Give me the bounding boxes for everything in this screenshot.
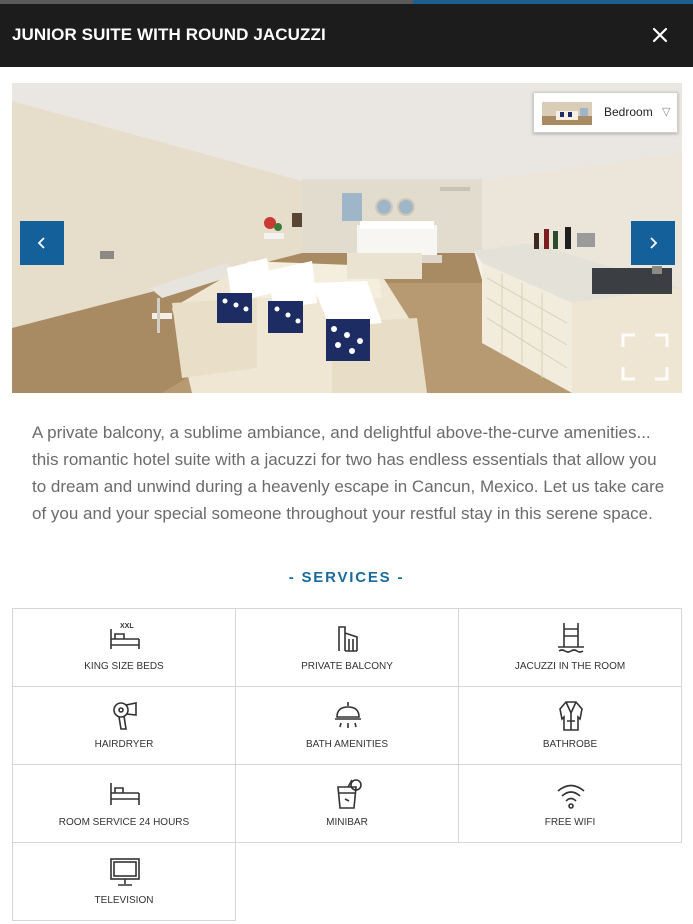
service-free-wifi: [458, 764, 682, 843]
shower-icon: [331, 699, 365, 733]
panorama-viewer[interactable]: [12, 83, 682, 393]
television-icon: [108, 855, 142, 889]
fullscreen-button[interactable]: [620, 332, 670, 382]
service-minibar: [235, 764, 459, 843]
close-icon[interactable]: [646, 21, 674, 49]
svg-text:XXL: XXL: [120, 623, 134, 630]
service-label: HAIRDRYER: [94, 739, 154, 750]
service-label: KING SIZE BEDS: [84, 661, 164, 672]
hairdryer-icon: [108, 699, 142, 733]
service-television: [12, 842, 236, 921]
chevron-down-icon: ▽: [662, 106, 671, 118]
wifi-icon: [554, 777, 588, 811]
service-label: JACUZZI IN THE ROOM: [514, 661, 626, 672]
jacuzzi-icon: [554, 621, 588, 655]
modal-title: JUNIOR SUITE WITH ROUND JACUZZI: [12, 25, 326, 44]
service-room-service: [12, 764, 236, 843]
prev-image-button[interactable]: [20, 221, 64, 265]
service-label: PRIVATE BALCONY: [301, 661, 393, 672]
room-selector-label: Bedroom: [604, 105, 653, 119]
service-label: BATHROBE: [542, 739, 598, 750]
modal-header: [0, 4, 693, 67]
service-label: BATH AMENITIES: [305, 739, 389, 750]
service-label: FREE WIFI: [544, 817, 596, 828]
king-bed-icon: [108, 621, 142, 655]
cocktail-icon: [331, 777, 365, 811]
fullscreen-icon: [620, 332, 670, 382]
chevron-left-icon: [34, 235, 50, 251]
service-jacuzzi: [458, 608, 682, 687]
room-selector[interactable]: [533, 92, 678, 133]
room-description: A private balcony, a sublime ambiance, and delightful above-the-curve amenities... this romantic hotel suite with a jacuzzi for two has endless essentials that allow you to dream and unwind during a heavenly escape in Cancun, Mexico. Let us take care of you and your special someone throughout your restful stay in this serene space.: [32, 423, 665, 523]
room-thumbnail-icon: [542, 102, 592, 125]
service-label: MINIBAR: [326, 817, 368, 828]
service-hairdryer: [12, 686, 236, 765]
next-image-button[interactable]: [631, 221, 675, 265]
chevron-right-icon: [645, 235, 661, 251]
bed-icon: [108, 777, 142, 811]
services-title: - SERVICES -: [288, 569, 405, 586]
service-bathrobe: [458, 686, 682, 765]
service-king-size-beds: [12, 608, 236, 687]
bathrobe-icon: [554, 699, 588, 733]
service-label: ROOM SERVICE 24 HOURS: [58, 817, 190, 828]
balcony-icon: [331, 621, 365, 655]
service-bath-amenities: [235, 686, 459, 765]
service-label: TELEVISION: [94, 895, 154, 906]
service-private-balcony: [235, 608, 459, 687]
